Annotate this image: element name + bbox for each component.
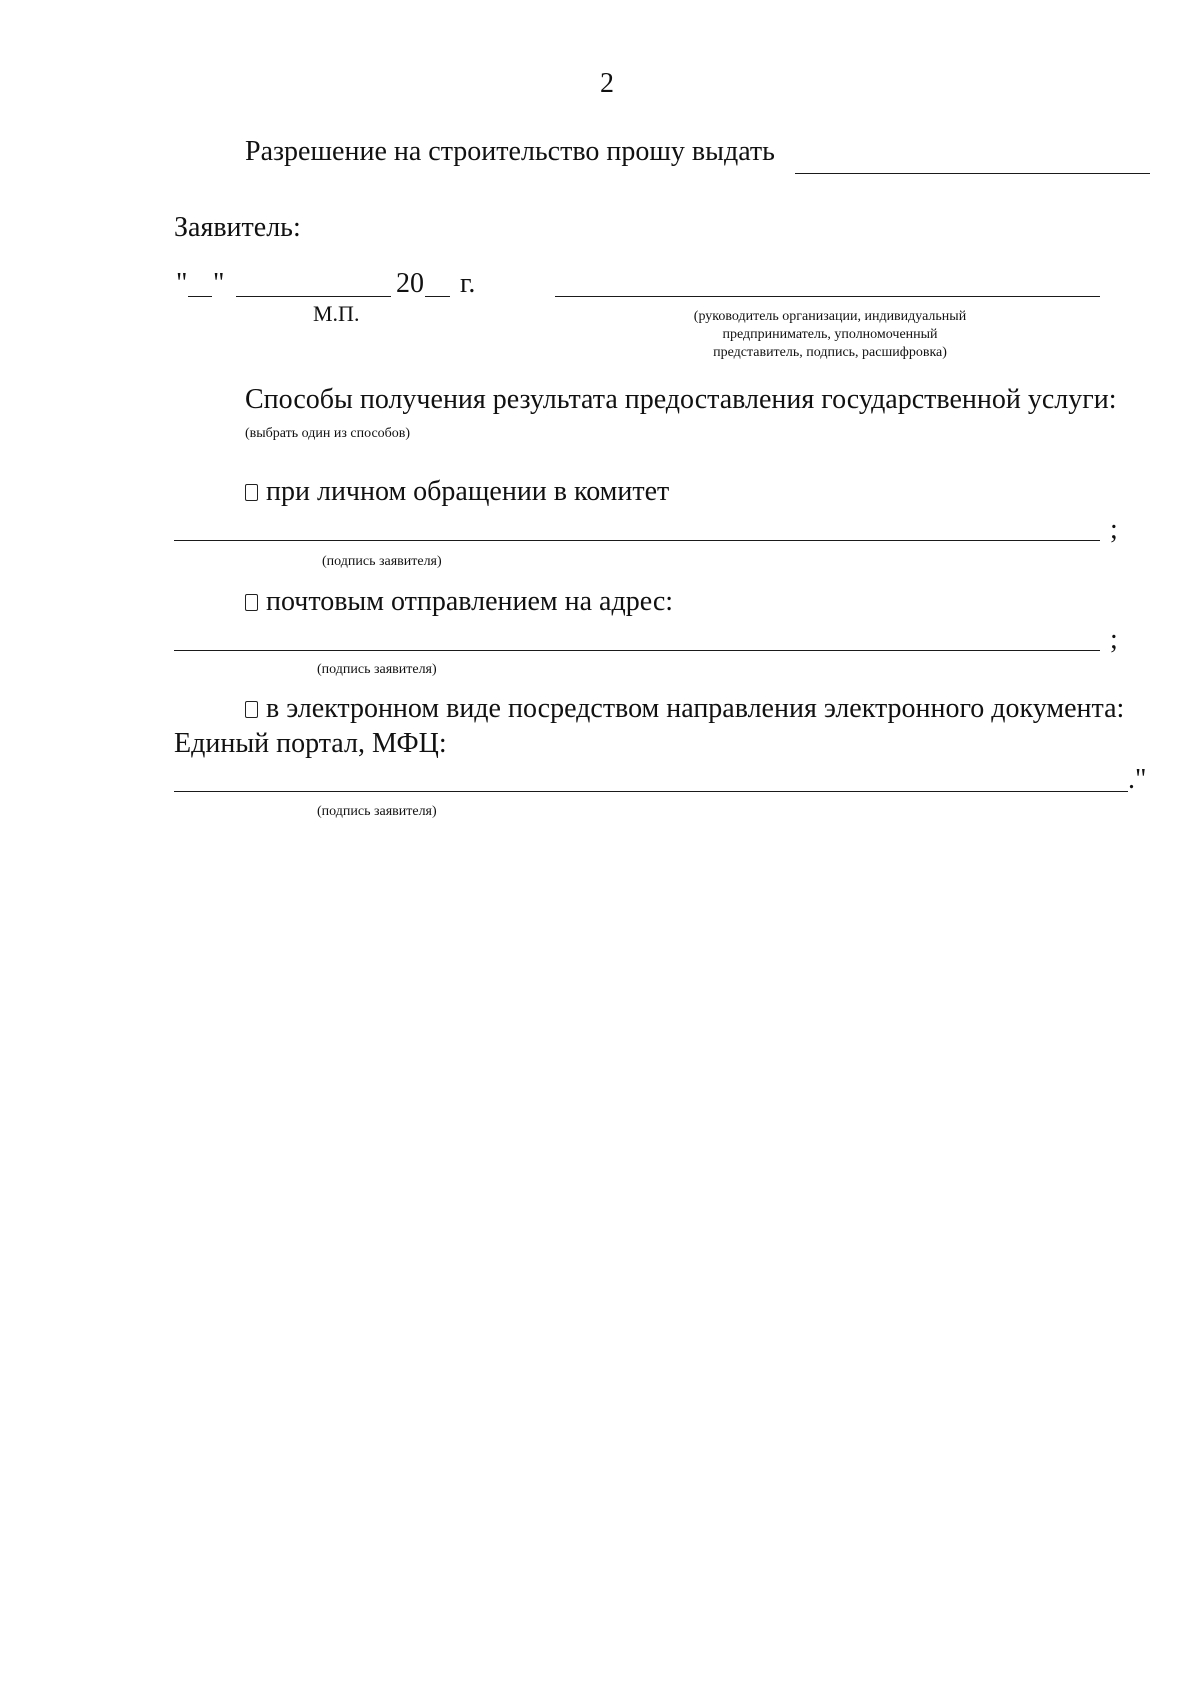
option-electronic[interactable] <box>245 693 1124 725</box>
electronic-signature-line[interactable] <box>174 791 1128 792</box>
electronic-label-line-2: Единый портал, МФЦ: <box>174 728 447 759</box>
in-person-label: при личном обращении в комитет <box>266 476 670 507</box>
methods-heading: Способы получения результата предоставления государственной услуги: <box>245 384 1117 415</box>
mail-checkbox[interactable] <box>245 594 258 611</box>
applicant-signature-line[interactable] <box>555 296 1100 297</box>
in-person-checkbox[interactable] <box>245 484 258 501</box>
date-month-line[interactable] <box>236 296 391 297</box>
mail-caption: (подпись заявителя) <box>317 662 437 677</box>
in-person-caption: (подпись заявителя) <box>322 554 442 569</box>
date-year-prefix: 20 <box>396 268 424 299</box>
applicant-label: Заявитель: <box>174 212 301 243</box>
option-mail[interactable] <box>245 586 673 618</box>
methods-subheading: (выбрать один из способов) <box>245 426 411 441</box>
mail-line-end: ; <box>1110 624 1118 655</box>
date-quote-close: " <box>213 268 225 299</box>
mail-label: почтовым отправлением на адрес: <box>266 586 674 617</box>
signature-caption-line-1: (руководитель организации, индивидуальный <box>693 309 967 324</box>
mail-address-line[interactable] <box>174 650 1100 651</box>
in-person-line-end: ; <box>1110 514 1118 545</box>
signature-caption <box>640 308 1020 362</box>
date-day-line[interactable] <box>188 296 212 297</box>
date-year-suffix: г. <box>460 268 476 299</box>
electronic-checkbox[interactable] <box>245 701 258 718</box>
option-in-person[interactable] <box>245 476 669 508</box>
electronic-label: в электронном виде посредством направления электронного документа: <box>266 693 1125 724</box>
permit-request-label: Разрешение на строительство прошу выдать <box>245 136 775 167</box>
date-quote-open: " <box>176 268 188 299</box>
stamp-label: М.П. <box>313 301 360 326</box>
electronic-caption: (подпись заявителя) <box>317 804 437 819</box>
page-number: 2 <box>600 68 614 99</box>
in-person-signature-line[interactable] <box>174 540 1100 541</box>
electronic-line-end: ." <box>1128 764 1147 795</box>
signature-caption-line-3: представитель, подпись, расшифровка) <box>713 345 947 360</box>
date-year-line[interactable] <box>425 296 450 297</box>
signature-caption-line-2: предприниматель, уполномоченный <box>722 327 938 342</box>
permit-recipient-line[interactable] <box>795 173 1150 174</box>
